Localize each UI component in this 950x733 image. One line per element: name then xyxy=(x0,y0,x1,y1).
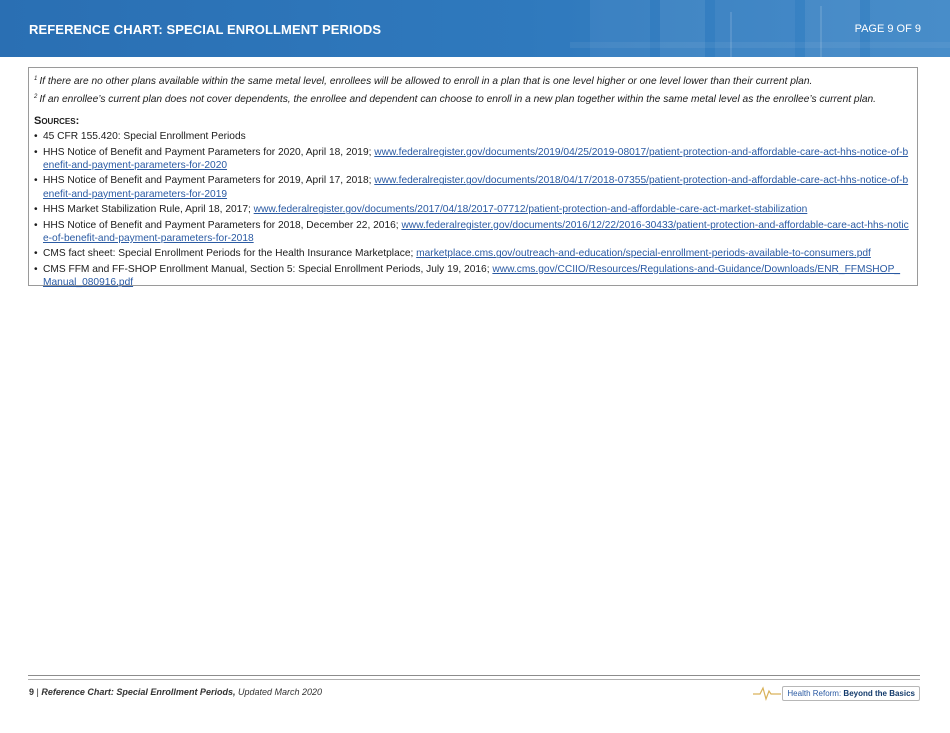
footer-separator: | xyxy=(36,687,39,697)
footnote-text: If there are no other plans available within the same metal level, enrollees will be allowed to enroll in a plan that is one level higher or one level lower than their current plan. xyxy=(39,76,813,87)
source-text: HHS Notice of Benefit and Payment Parameters for 2019, April 17, 2018; xyxy=(43,175,375,187)
footer-page-number: 9 xyxy=(29,687,35,697)
footer-divider-thin xyxy=(28,679,920,680)
source-text: HHS Market Stabilization Rule, April 18, 2017; xyxy=(43,204,254,216)
bullet-icon: • xyxy=(34,131,38,143)
footnote-text: If an enrollee’s current plan does not cover dependents, the enrollee and dependent can choose to enroll in a new plan together within the same metal level as the enrollee’s current plan. xyxy=(39,94,877,106)
footnote-number: 2 xyxy=(34,94,38,101)
footer-updated-date: Updated March 2020 xyxy=(237,687,323,697)
source-item xyxy=(34,203,911,216)
source-item xyxy=(34,174,911,201)
footnote xyxy=(34,91,911,106)
footnote-number: 1 xyxy=(34,76,38,82)
notes-and-sources-box xyxy=(28,67,918,289)
brand-logo xyxy=(752,684,920,702)
source-text: CMS FFM and FF-SHOP Enrollment Manual, Section 5: Special Enrollment Periods, July 19, 2016; xyxy=(43,263,493,275)
source-link[interactable]: marketplace.cms.gov/outreach-and-education/special-enrollment-periods-available-to-consumers.pdf xyxy=(416,248,871,260)
source-link[interactable]: www.federalregister.gov/documents/2016/12/22/2016-30433/patient-protection-and-affordable-care-act-hhs-notice-of-benefit-and-payment-parameters-for-2018 xyxy=(43,219,909,245)
sources-list xyxy=(34,130,911,289)
bullet-icon: • xyxy=(34,175,38,187)
source-item xyxy=(34,247,911,260)
source-item xyxy=(34,130,911,143)
logo-wordmark xyxy=(782,686,920,701)
source-link[interactable]: www.federalregister.gov/documents/2019/04/25/2019-08017/patient-protection-and-affordable-care-act-hhs-notice-of-benefit-and-payment-parameters-for-2020 xyxy=(43,146,909,172)
footnotes xyxy=(34,73,911,107)
footnote xyxy=(34,73,911,88)
source-text: HHS Notice of Benefit and Payment Parameters for 2020, April 18, 2019; xyxy=(43,146,375,158)
source-item xyxy=(34,263,911,290)
logo-text: Health Reform: xyxy=(787,688,842,698)
page-title: REFERENCE CHART: SPECIAL ENROLLMENT PERIODS xyxy=(29,22,382,37)
source-link[interactable]: www.cms.gov/CCIIO/Resources/Regulations-and-Guidance/Downloads/ENR_FFMSHOP_ Manual_080916.pdf xyxy=(43,263,901,289)
bullet-icon: • xyxy=(34,204,38,216)
source-text: CMS fact sheet: Special Enrollment Periods for the Health Insurance Marketplace; xyxy=(43,248,417,260)
page-header xyxy=(0,0,950,57)
bullet-icon: • xyxy=(34,219,38,231)
source-text: HHS Notice of Benefit and Payment Parameters for 2018, December 22, 2016; xyxy=(43,219,402,231)
bullet-icon: • xyxy=(34,248,38,260)
logo-text-bold: Beyond the Basics xyxy=(843,688,915,698)
page-indicator: PAGE 9 OF 9 xyxy=(854,23,921,35)
footer-divider xyxy=(28,675,920,676)
sources-heading: Sources: xyxy=(34,114,80,127)
footer-document-title: Reference Chart: Special Enrollment Periods, xyxy=(41,687,236,697)
bullet-icon: • xyxy=(34,146,38,158)
source-link[interactable]: www.federalregister.gov/documents/2017/04/18/2017-07712/patient-protection-and-affordable-care-act-market-stabilization xyxy=(253,204,808,216)
bullet-icon: • xyxy=(34,263,38,275)
source-link[interactable]: www.federalregister.gov/documents/2018/04/17/2018-07355/patient-protection-and-affordable-care-act-hhs-notice-of-benefit-and-payment-parameters-for-2019 xyxy=(43,175,909,200)
source-text: 45 CFR 155.420: Special Enrollment Periods xyxy=(43,131,246,143)
source-item xyxy=(34,219,911,246)
heartbeat-icon xyxy=(752,685,782,701)
source-item xyxy=(34,146,911,173)
page-footer xyxy=(29,687,322,697)
